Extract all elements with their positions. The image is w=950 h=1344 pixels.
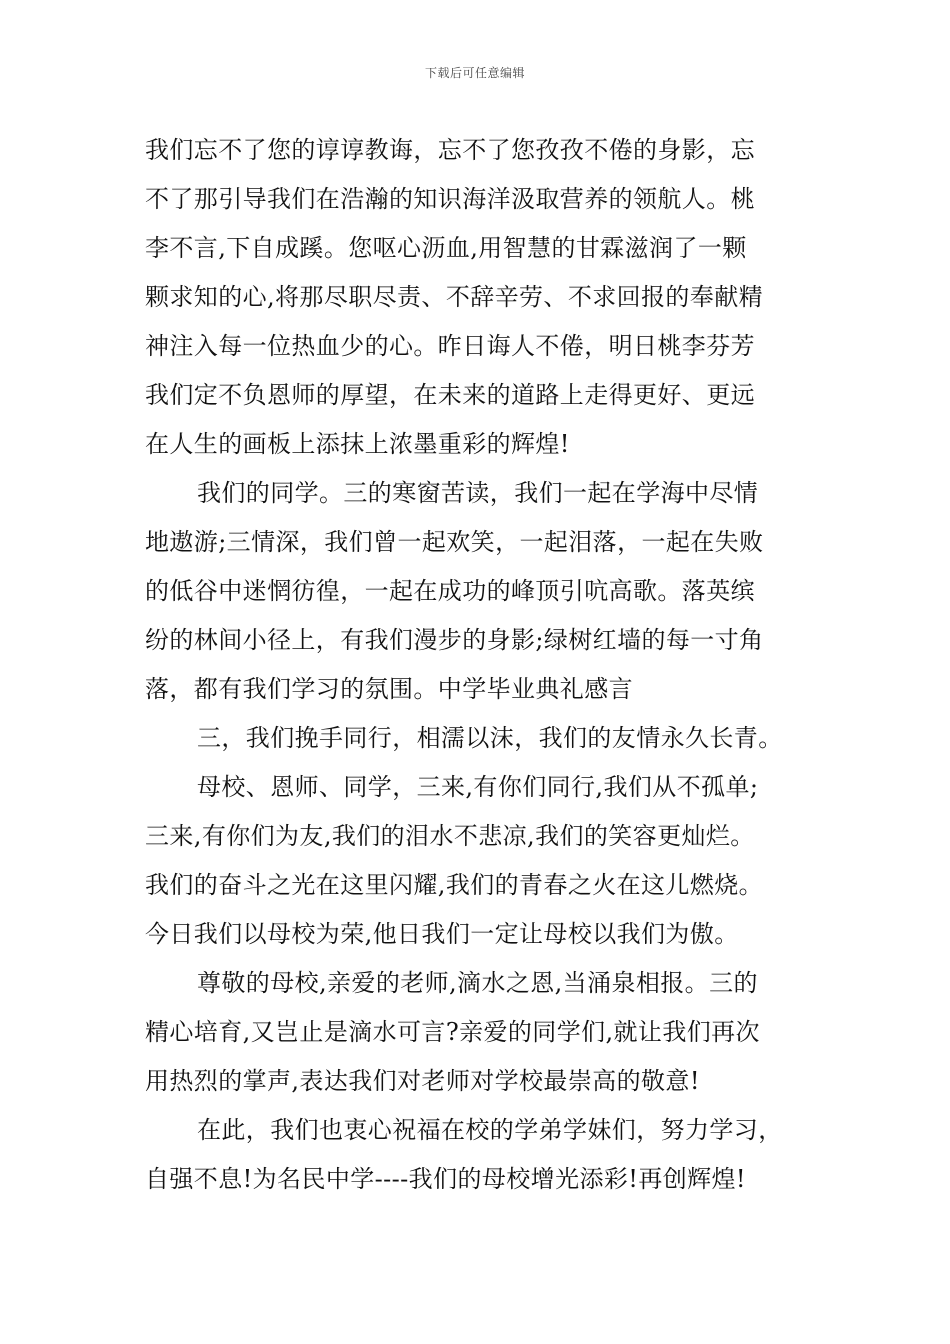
text-line: 今日我们以母校为荣,他日我们一定让母校以我们为傲。	[145, 920, 739, 948]
text-line: 的低谷中迷惘彷徨，一起在成功的峰顶引吭高歌。落英缤	[145, 577, 755, 605]
text-line: 不了那引导我们在浩瀚的知识海洋汲取营养的领航人。桃	[145, 185, 755, 213]
text-line: 精心培育,又岂止是滴水可言?亲爱的同学们,就让我们再次	[145, 1018, 760, 1046]
paragraph-first-line: 在此，我们也衷心祝福在校的学弟学妹们，努力学习，	[197, 1116, 783, 1144]
paragraph-first-line: 尊敬的母校,亲爱的老师,滴水之恩,当涌泉相报。三的	[197, 969, 758, 997]
text-line: 颗求知的心,将那尽职尽责、不辞辛劳、不求回报的奉献精	[145, 283, 764, 311]
paragraph-first-line: 我们的同学。三的寒窗苦读，我们一起在学海中尽情	[197, 479, 759, 507]
text-line: 三来,有你们为友,我们的泪水不悲凉,我们的笑容更灿烂。	[145, 822, 755, 850]
text-line: 我们的奋斗之光在这里闪耀,我们的青春之火在这儿燃烧。	[145, 871, 764, 899]
text-line: 纷的林间小径上，有我们漫步的身影;绿树红墙的每一寸角	[145, 626, 764, 654]
text-line: 在人生的画板上添抹上浓墨重彩的辉煌!	[145, 430, 570, 458]
text-line: 我们定不负恩师的厚望，在未来的道路上走得更好、更远	[145, 381, 755, 409]
text-line: 地遨游;三情深，我们曾一起欢笑，一起泪落，一起在失败	[145, 528, 764, 556]
text-line: 李不言,下自成蹊。您呕心沥血,用智慧的甘霖滋润了一颗	[145, 234, 747, 262]
text-line: 神注入每一位热血少的心。昨日诲人不倦，明日桃李芬芳	[145, 332, 755, 360]
paragraph-first-line: 母校、恩师、同学，三来,有你们同行,我们从不孤单;	[197, 773, 759, 801]
page-header-note: 下载后可任意编辑	[424, 66, 525, 80]
text-line: 自强不息!为名民中学----我们的母校增光添彩!再创辉煌!	[145, 1165, 746, 1193]
document-body	[145, 126, 835, 1204]
text-line: 用热烈的掌声,表达我们对老师对学校最崇高的敬意!	[145, 1067, 700, 1095]
paragraph-first-line: 三，我们挽手同行，相濡以沫，我们的友情永久长青。	[197, 724, 783, 752]
text-line: 落，都有我们学习的氛围。中学毕业典礼感言	[145, 675, 633, 703]
text-line: 我们忘不了您的谆谆教诲，忘不了您孜孜不倦的身影，忘	[145, 136, 755, 164]
